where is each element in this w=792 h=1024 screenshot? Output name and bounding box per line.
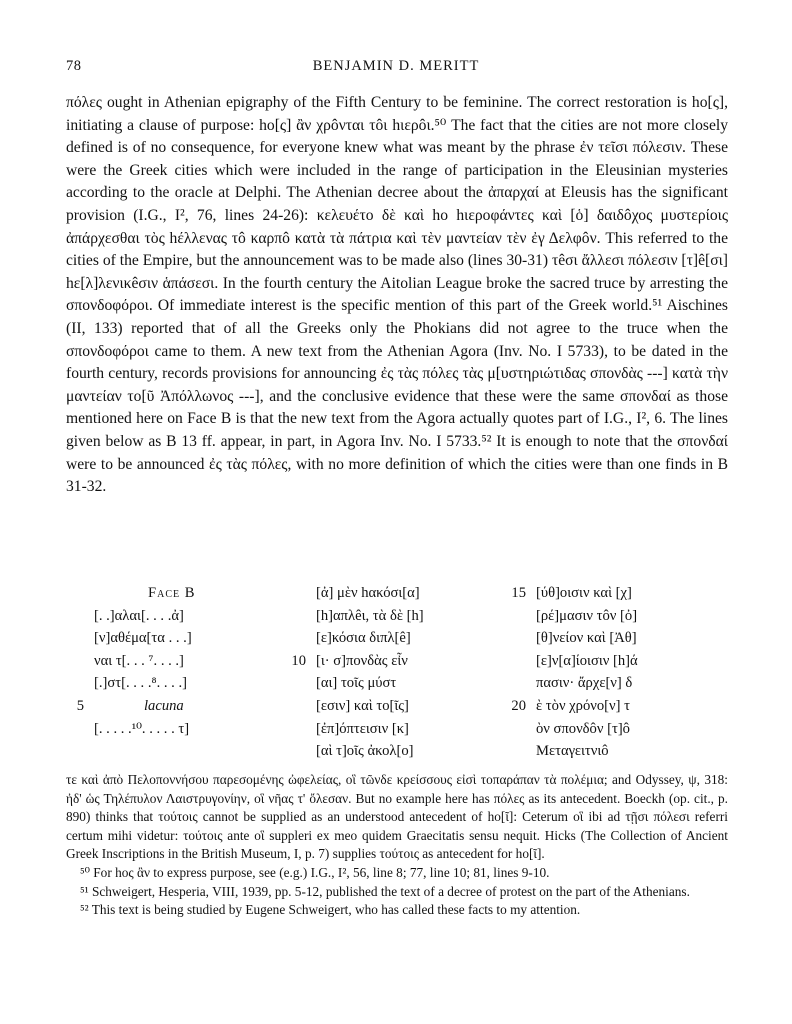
footnote-continuation: τε καὶ ἀπὸ Πελοποννήσου παρεσομένης ὠφελείας, οἳ τῶνδε κρείσσους εἰσὶ τοπαράπαν τὰ πολέμια; and Odyssey, ψ, 318: ἠδ' ὡς Τηλέπυλον Λαιστρυγονίην, οἳ νῆας τ' ὄλεσαν. But no example here has πόλες as its antecedent. Boeckh (op. cit., p. 890) thinks that τούτοις cannot be supplied as an understood antecedent of ho[ῖ]: Ceterum οἳ ibi ad τῇσι πόλεσι referri certum mihi videtur: τούτοις ante οἳ suppleri ex meo quidem Graecitatis sensu nequit. Hicks (The Collection of Ancient Greek Inscriptions in the British Museum, I, p. 7) supplies τούτοις as antecedent for ho[ῖ]. [66, 772, 728, 862]
line-text: [.]στ[. . . .⁸. . . .] [94, 675, 187, 692]
inscription-line [316, 605, 424, 628]
inscription-line [94, 627, 196, 650]
line-text: [εσιν] καὶ το[ῖς] [316, 697, 409, 714]
line-text: ὲ τὸν χρόνο[ν] τ [536, 697, 630, 714]
line-text: ὸν σπονδôν [τ]ô [536, 720, 630, 737]
inscription-line [316, 740, 424, 763]
line-text: [ε]κόσια διπλ[ê] [316, 630, 411, 647]
face-b-inscription [66, 582, 728, 762]
lacuna-label: lacuna [144, 697, 184, 714]
inscription-line [316, 627, 424, 650]
footnote-52: ⁵² This text is being studied by Eugene Schweigert, who has called these facts to my attention. [80, 902, 581, 918]
inscription-column-3 [511, 582, 638, 763]
line-number: 15 [511, 585, 526, 601]
line-text: [ν]αθέμα[τα . . .] [94, 630, 192, 647]
inscription-line [94, 672, 196, 695]
page-number: 78 [66, 58, 82, 74]
line-text: [ι· σ]πονδὰς εἶν [316, 652, 408, 669]
body-text [66, 92, 728, 499]
line-text: [αὶ τ]οῖς ἀκολ[ο] [316, 743, 414, 760]
inscription-line [291, 650, 424, 673]
inscription-line [316, 672, 424, 695]
face-b-heading: Face B [148, 585, 196, 601]
inscription-column-1 [76, 582, 196, 740]
line-number: 20 [511, 697, 526, 714]
inscription-line [316, 718, 424, 741]
line-text: [αι] τοῖς μύστ [316, 675, 397, 692]
line-text: [. . . . .¹⁰. . . . . τ] [94, 720, 190, 737]
inscription-column-2 [291, 582, 424, 763]
line-text: [θ]νείον καὶ [Ἀθ] [536, 630, 637, 647]
line-text: [h]απλêι, τὰ δὲ [h] [316, 607, 424, 624]
line-text: [ἐπ]όπτεισιν [κ] [316, 720, 409, 737]
body-paragraph: πόλες ought in Athenian epigraphy of the Fifth Century to be feminine. The correct restoration is ho[ς], initiating a clause of purpose: ho[ς] ἂν χρôνται τôι hιερôι.⁵⁰ The fact that the cities are not more closely defined is of no consequence, for everyone knew what was meant by the phrase ἐν τεῖσι πόλεσιν. These were the Greek cities which were included in the range of participation in the Eleusinian mysteries according to the oracle at Delphi. The Athenian decree about the ἀπαρχαί at Eleusis has the significant provision (I.G., I², 76, lines 24-26): κελευέτο δὲ καὶ ho hιεροφάντες καὶ [ὁ] δαιδôχος μυστερίοις ἀπάρχεσθαι τὸς hέλλενας τô καρπô κατὰ τὰ πάτρια καὶ τὲν μαντείαν τὲν ἐγ Δελφôν. This referred to the cities of the Empire, but the announcement was to be made also (lines 30-31) τêσι ἄλλεσι πόλεσιν [τ]ê[σι] hε[λ]λενικêσιν ἁπάσεσι. In the fourth century the Aitolian League broke the sacred truce by arresting the σπονδοφόροι. Of immediate interest is the specific mention of this part of the Greek world.⁵¹ Aischines (II, 133) reported that of all the Greeks only the Phokians did not agree to the truce when the σπονδοφόροι came to them. A new text from the Athenian Agora (Inv. No. I 5733), to be dated in the fourth century, records provisions for announcing ἐς τὰς πόλες τὰς μ[υστηριώτιδας σπονδὰς ---] κατὰ τὴν μαντείαν το[ῦ Ἀπόλλωνος ---], and the conclusive evidence that these were the same σπονδαί as those mentioned here on Face B is that the new text from the Agora actually quotes part of I.G., I², 6. The lines given below as B 13 ff. appear, in part, in Agora Inv. No. I 5733.⁵² It is enough to note that the σπονδαί were to be announced ἐς τὰς πόλες, with no more definition of which the cities were than one finds in B 31-32. [66, 94, 728, 496]
inscription-line [94, 605, 196, 628]
inscription-line [536, 672, 638, 695]
inscription-line [536, 605, 638, 628]
inscription-line [511, 582, 638, 605]
line-text: Μεταγειτνιô [536, 743, 609, 760]
inscription-line [536, 740, 638, 763]
line-text: ναι τ[. . . ⁷. . . .] [94, 652, 184, 669]
inscription-line [511, 695, 638, 718]
inscription-line [76, 695, 196, 718]
footnote-50: ⁵⁰ For hος ἂν to express purpose, see (e.g.) I.G., I², 56, line 8; 77, line 10; 81, lines 9-10. [80, 864, 550, 880]
inscription-line [316, 582, 424, 605]
footnote-51: ⁵¹ Schweigert, Hesperia, VIII, 1939, pp. 5-12, published the text of a decree of protest on the part of the Athenians. [80, 883, 690, 899]
inscription-line [94, 718, 196, 741]
line-text: [ε]ν[α]ίοισιν [h]ά [536, 652, 638, 669]
inscription-line [316, 695, 424, 718]
line-number: 10 [291, 652, 306, 669]
line-text: [ύθ]οισιν καὶ [χ] [536, 585, 632, 601]
footnotes [66, 771, 728, 920]
inscription-line [536, 650, 638, 673]
line-text: [. .]αλαι[. . . .ἀ] [94, 607, 184, 624]
line-text: [ρέ]μασιν τôν [ὀ] [536, 607, 638, 624]
line-text: πασιν· ἄρχε[ν] δ [536, 675, 633, 692]
running-title: BENJAMIN D. MERITT [312, 58, 480, 74]
line-text: [ἀ] μὲν hακόσι[α] [316, 585, 420, 601]
inscription-line [536, 718, 638, 741]
line-number: 5 [76, 697, 84, 714]
inscription-line [536, 627, 638, 650]
inscription-line [94, 650, 196, 673]
